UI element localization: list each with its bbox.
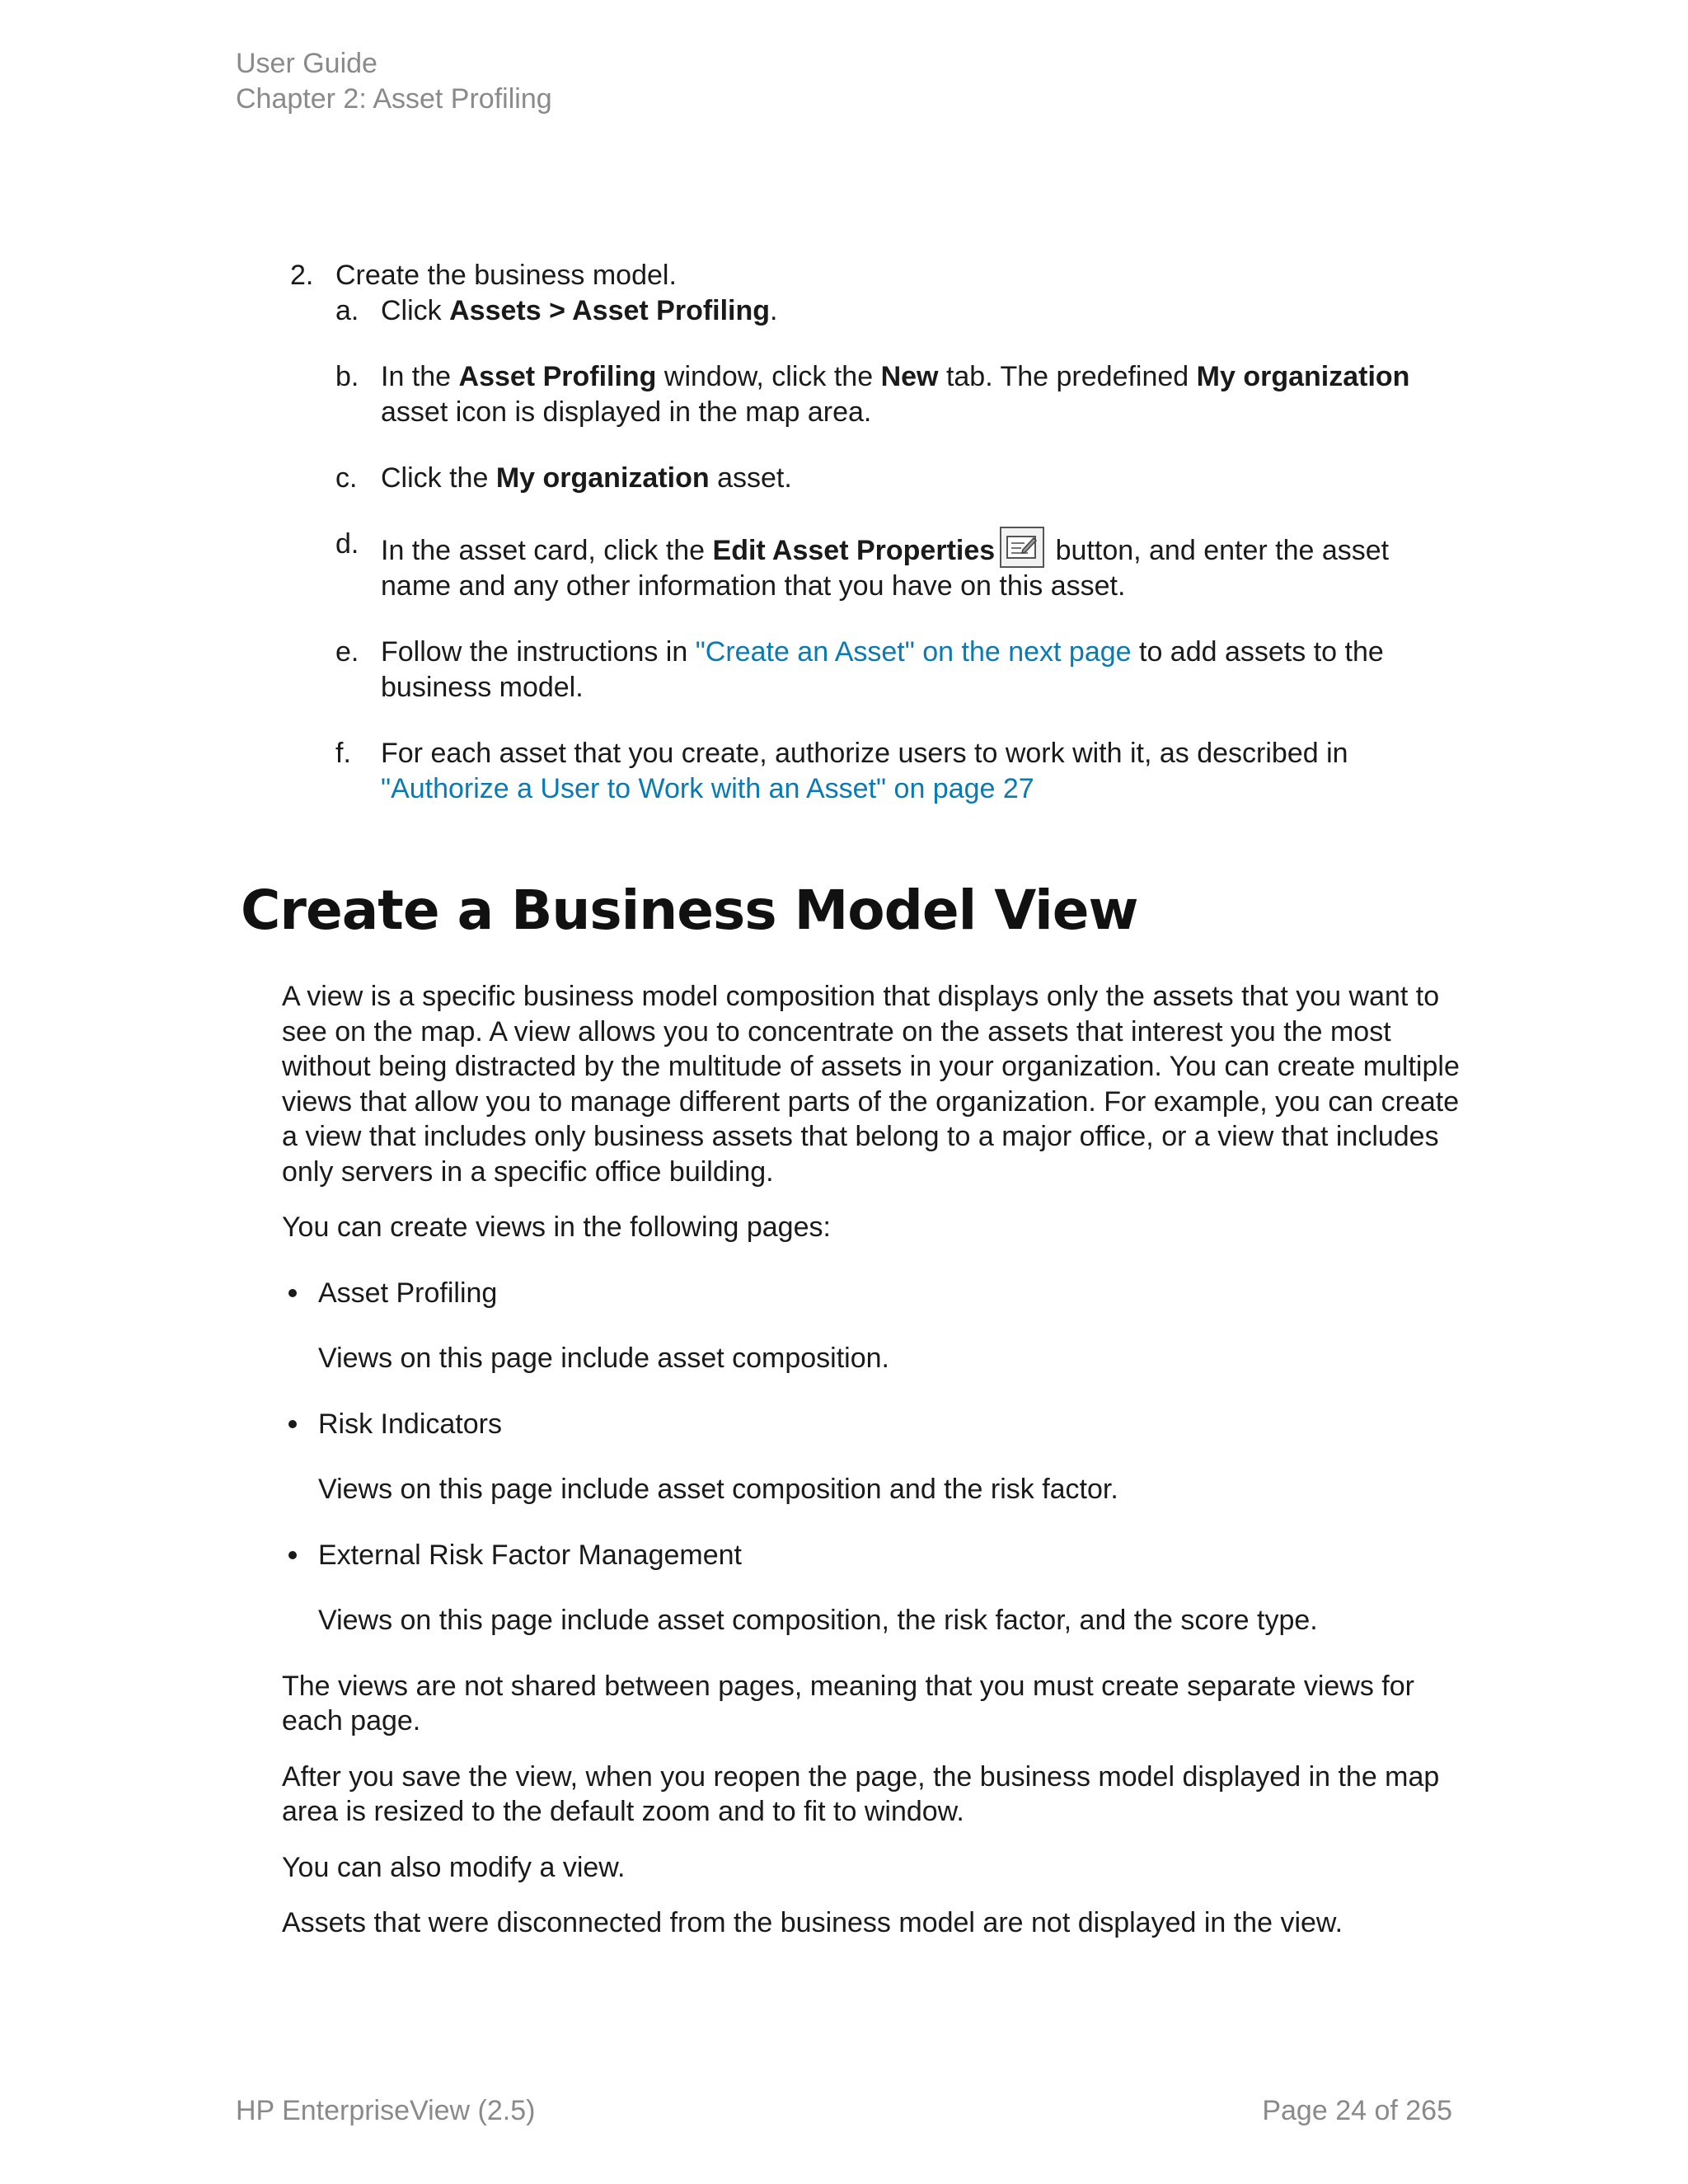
asset-name: My organization	[495, 462, 710, 494]
window-name: Asset Profiling	[458, 361, 657, 392]
section-body	[282, 979, 1461, 1961]
bullet-icon	[288, 1420, 297, 1428]
tab-name: New	[880, 361, 939, 392]
step-2	[290, 258, 1461, 293]
substep-text: Click	[381, 295, 450, 326]
substeps-list	[290, 293, 1461, 807]
substep-f	[290, 736, 1461, 807]
page-name: Risk Indicators	[318, 1408, 502, 1440]
substep-text: In the asset card, click the	[381, 535, 713, 566]
step-number: 2.	[290, 260, 314, 291]
modify-view-paragraph: You can also modify a view.	[282, 1851, 626, 1883]
page-description: Views on this page include asset composition.	[318, 1343, 889, 1374]
substep-b	[290, 359, 1461, 430]
menu-path: Assets > Asset Profiling	[449, 295, 771, 326]
substep-letter: e.	[335, 636, 359, 668]
substep-letter: c.	[335, 462, 358, 494]
product-name: HP EnterpriseView (2.5)	[236, 2095, 536, 2126]
substep-letter: a.	[335, 295, 359, 326]
substep-letter: d.	[335, 528, 359, 560]
page-header	[236, 46, 552, 117]
substep-text: asset.	[709, 462, 792, 494]
page-description: Views on this page include asset composition and the risk factor.	[318, 1474, 1118, 1505]
substep-text: For each asset that you create, authorize users to work with it, as described in	[381, 738, 1348, 769]
page-name: Asset Profiling	[318, 1277, 498, 1309]
substep-text: .	[770, 295, 778, 326]
pages-intro: You can create views in the following pages:	[282, 1212, 831, 1243]
page-description: Views on this page include asset composition, the risk factor, and the score type.	[318, 1605, 1318, 1636]
button-name: Edit Asset Properties	[712, 535, 996, 566]
document-title: User Guide	[236, 48, 377, 79]
page-name: External Risk Factor Management	[318, 1539, 742, 1571]
create-asset-link[interactable]: "Create an Asset" on the next page	[695, 636, 1132, 668]
substep-text: tab. The predefined	[938, 361, 1197, 392]
substep-e	[290, 635, 1461, 705]
list-item	[282, 1407, 1461, 1442]
bullet-icon	[288, 1551, 297, 1559]
page-footer	[236, 2093, 1452, 2129]
save-view-paragraph: After you save the view, when you reopen the page, the business model displayed in the map area is resized to the default zoom and to fit to window.	[282, 1760, 1440, 1827]
page-number: Page 24 of 265	[1262, 2095, 1452, 2126]
bullet-icon	[288, 1289, 297, 1297]
edit-properties-icon	[1000, 527, 1044, 568]
substep-letter: b.	[335, 361, 359, 392]
substep-text: window, click the	[656, 361, 881, 392]
substep-text: In the	[381, 361, 459, 392]
substep-d	[290, 527, 1461, 604]
substep-c	[290, 461, 1461, 496]
substep-text: button, and enter the asset name and any other information that you have on this asset.	[381, 535, 1390, 602]
substep-text: Follow the instructions in	[381, 636, 696, 668]
authorize-user-link[interactable]: "Authorize a User to Work with an Asset" on page 27	[381, 773, 1034, 804]
chapter-title: Chapter 2: Asset Profiling	[236, 83, 552, 115]
list-item	[282, 1538, 1461, 1573]
section-title: Create a Business Model View	[241, 879, 1138, 942]
procedure-steps	[290, 258, 1461, 837]
substep-text: asset icon is displayed in the map area.	[381, 396, 872, 428]
list-item	[282, 1276, 1461, 1311]
intro-paragraph: A view is a specific business model composition that displays only the assets that you want to see on the map. A view allows you to concentrate on the assets that interest you the most without being distracted by the multitude of assets in your organization. You can create multiple views that allow you to manage different parts of the organization. For example, you can create a view that includes only business assets that belong to a major office, or a view that includes only servers in a specific office building.	[282, 981, 1460, 1188]
asset-name: My organization	[1196, 361, 1410, 392]
disconnected-assets-paragraph: Assets that were disconnected from the business model are not displayed in the view.	[282, 1907, 1343, 1938]
shared-views-paragraph: The views are not shared between pages, meaning that you must create separate views for each page.	[282, 1670, 1414, 1736]
substep-text: Click the	[381, 462, 496, 494]
substep-a	[290, 293, 1461, 329]
substep-letter: f.	[335, 738, 351, 769]
step-text: Create the business model.	[335, 260, 677, 291]
substep-text: to add assets to the business model.	[381, 636, 1384, 703]
